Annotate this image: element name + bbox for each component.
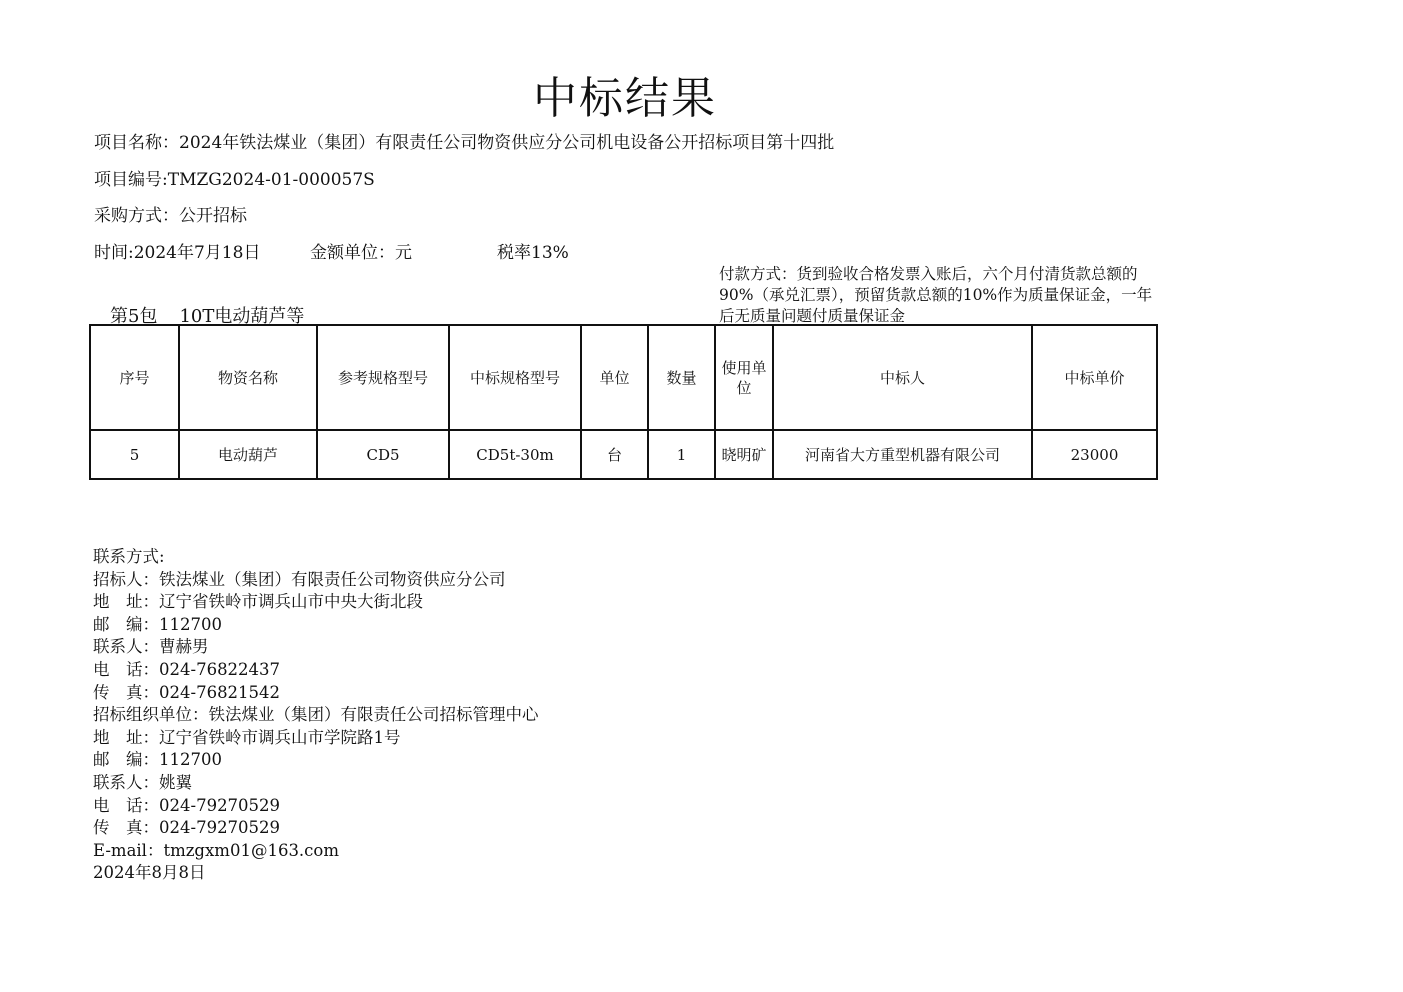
column-header: 数量	[648, 325, 715, 430]
table-cell: CD5	[317, 430, 449, 479]
agency-phone: 电 话：024-79270529	[93, 795, 281, 815]
tenderer-postcode: 邮 编：112700	[93, 614, 222, 634]
agency-address: 地 址：辽宁省铁岭市调兵山市学院路1号	[93, 727, 401, 747]
column-header: 中标规格型号	[449, 325, 581, 430]
column-header: 中标人	[773, 325, 1032, 430]
currency-unit: 金额单位：元	[310, 243, 412, 263]
table-header-row	[90, 325, 1157, 430]
package-name: 10T电动葫芦等	[179, 306, 305, 327]
project-number: 项目编号:TMZG2024-01-000057S	[94, 170, 375, 190]
tenderer-contact-person: 联系人：曹赫男	[93, 637, 209, 657]
payment-terms: 付款方式：货到验收合格发票入账后，六个月付清货款总额的90%（承兑汇票），预留货款总额的10%作为质量保证金，一年后无质量问题付质量保证金	[719, 265, 1153, 325]
table-cell: CD5t-30m	[449, 430, 581, 479]
table-cell: 河南省大方重型机器有限公司	[773, 430, 1032, 479]
column-header: 参考规格型号	[317, 325, 449, 430]
page-title: 中标结果	[533, 73, 717, 124]
agency-fax: 传 真：024-79270529	[93, 818, 281, 838]
column-header: 单位	[581, 325, 648, 430]
table-cell: 晓明矿	[715, 430, 773, 479]
award-table	[89, 324, 1158, 480]
column-header: 使用单位	[715, 325, 773, 430]
agency-contact-person: 联系人：姚翼	[93, 772, 192, 792]
announcement-time: 时间:2024年7月18日	[94, 243, 261, 263]
tenderer-address: 地 址：辽宁省铁岭市调兵山市中央大街北段	[93, 592, 423, 612]
tenderer-name: 招标人：铁法煤业（集团）有限责任公司物资供应分公司	[93, 569, 506, 589]
column-header: 中标单价	[1032, 325, 1157, 430]
table-cell: 1	[648, 430, 715, 479]
package-number: 第5包	[110, 306, 158, 327]
table-row	[90, 430, 1157, 479]
procurement-method: 采购方式：公开招标	[94, 206, 247, 226]
agency-postcode: 邮 编：112700	[93, 750, 222, 770]
contact-info	[93, 546, 539, 885]
tenderer-fax: 传 真：024-76821542	[93, 682, 281, 702]
agency-name: 招标组织单位：铁法煤业（集团）有限责任公司招标管理中心	[93, 705, 539, 725]
publish-date: 2024年8月8日	[93, 863, 206, 883]
table-cell: 台	[581, 430, 648, 479]
contact-heading: 联系方式:	[93, 547, 165, 566]
column-header: 序号	[90, 325, 179, 430]
table-cell: 5	[90, 430, 179, 479]
tenderer-phone: 电 话：024-76822437	[93, 659, 281, 679]
table-cell: 23000	[1032, 430, 1157, 479]
column-header: 物资名称	[179, 325, 317, 430]
tax-rate: 税率13%	[497, 243, 569, 263]
project-name: 项目名称：2024年铁法煤业（集团）有限责任公司物资供应分公司机电设备公开招标项目第十四批	[94, 133, 835, 153]
contact-email: E-mail：tmzgxm01@163.com	[93, 840, 340, 860]
table-cell: 电动葫芦	[179, 430, 317, 479]
